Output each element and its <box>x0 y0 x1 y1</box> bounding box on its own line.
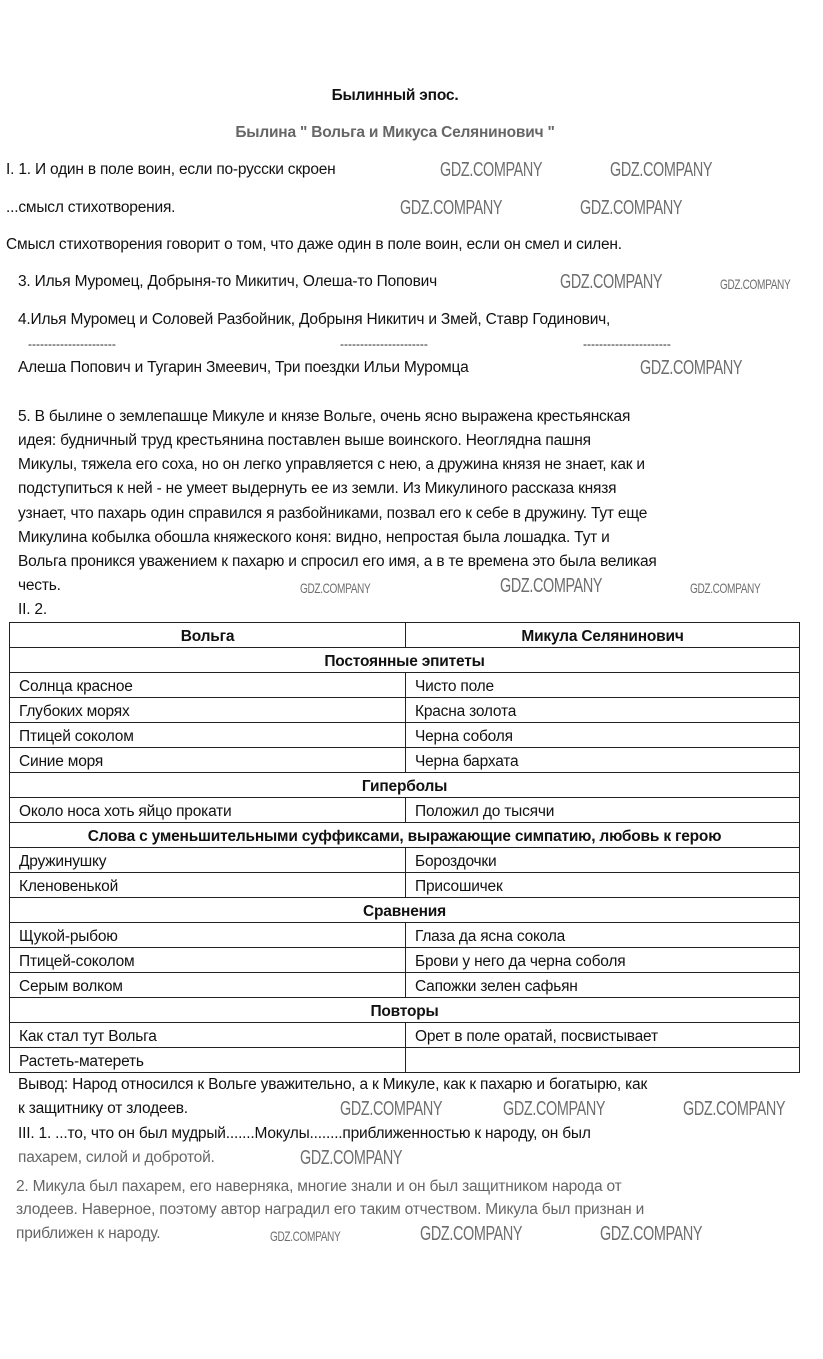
column-header-mikula: Микула Селянинович <box>406 623 800 648</box>
table-section-row <box>10 998 800 1023</box>
cell-mikula: Красна золота <box>406 698 800 723</box>
answer-3-2-line: приближен к народу. <box>16 1225 161 1242</box>
cell-volga: Как стал тут Вольга <box>10 1023 406 1048</box>
answer-4-line2: Алеша Попович и Тугарин Змеевич, Три поездки Ильи Муромца <box>18 359 469 376</box>
watermark: GDZ.COMPANY <box>610 159 713 181</box>
watermark: GDZ.COMPANY <box>683 1098 786 1120</box>
watermark: GDZ.COMPANY <box>300 580 371 596</box>
watermark: GDZ.COMPANY <box>600 1223 703 1245</box>
answer-5-line: 5. В былине о землепашце Микуле и князе Вольге, очень ясно выражена крестьянская <box>18 408 631 425</box>
cell-volga: Дружинушку <box>10 848 406 873</box>
watermark: GDZ.COMPANY <box>420 1223 523 1245</box>
table-row <box>10 723 800 748</box>
cell-mikula: Положил до тысячи <box>406 798 800 823</box>
answer-3: 3. Илья Муромец, Добрыня-то Микитич, Олеша-то Попович <box>18 273 437 290</box>
question-1-meaning: ...смысл стихотворения. <box>6 199 176 216</box>
watermark: GDZ.COMPANY <box>690 580 761 596</box>
table-row <box>10 923 800 948</box>
cell-mikula: Глаза да ясна сокола <box>406 923 800 948</box>
table-row <box>10 698 800 723</box>
document-title: Былинный эпос. <box>331 87 459 104</box>
table-row <box>10 798 800 823</box>
cell-mikula: Черна соболя <box>406 723 800 748</box>
table-header-row <box>10 623 800 648</box>
answer-4-line1: 4.Илья Муромец и Соловей Разбойник, Добрыня Никитич и Змей, Ставр Годинович, <box>18 311 611 328</box>
section-heading: Повторы <box>10 998 800 1023</box>
cell-mikula: Орет в поле оратай, посвистывает <box>406 1023 800 1048</box>
dash-line: ---------------------- <box>583 337 671 351</box>
answer-3-2-line: 2. Микула был пахарем, его наверняка, многие знали и он был защитником народа от <box>16 1178 622 1195</box>
cell-mikula: Брови у него да черна соболя <box>406 948 800 973</box>
watermark: GDZ.COMPANY <box>300 1147 403 1169</box>
watermark: GDZ.COMPANY <box>500 575 603 597</box>
comparison-table <box>9 622 800 1073</box>
table-section-row <box>10 898 800 923</box>
answer-5-line: подступиться к ней - не умеет выдернуть ее из земли. Из Микулиного рассказа князя <box>18 480 617 497</box>
watermark: GDZ.COMPANY <box>340 1098 443 1120</box>
answer-3-2-line: злодеев. Наверное, поэтому автор наградил его таким отчеством. Микула был признан и <box>16 1201 645 1218</box>
cell-volga: Растеть-матереть <box>10 1048 406 1073</box>
answer-5-line: узнает, что пахарь один справился я разбойниками, позвал его к себе в дружину. Тут еще <box>18 505 648 522</box>
watermark: GDZ.COMPANY <box>580 197 683 219</box>
cell-mikula: Сапожки зелен сафьян <box>406 973 800 998</box>
column-header-volga: Вольга <box>10 623 406 648</box>
cell-volga: Около носа хоть яйцо прокати <box>10 798 406 823</box>
watermark: GDZ.COMPANY <box>503 1098 606 1120</box>
table-section-row <box>10 773 800 798</box>
table-row <box>10 948 800 973</box>
answer-5-line: Вольга проникся уважением к пахарю и спросил его имя, а в те времена это была великая <box>18 553 657 570</box>
table-row <box>10 873 800 898</box>
table-section-row <box>10 823 800 848</box>
cell-volga: Кленовенькой <box>10 873 406 898</box>
section-heading: Слова с уменьшительными суффиксами, выражающие симпатию, любовь к герою <box>10 823 800 848</box>
section-heading: Гиперболы <box>10 773 800 798</box>
answer-5-line: идея: будничный труд крестьянина поставлен выше воинского. Неоглядна пашня <box>18 432 591 449</box>
cell-volga: Глубоких морях <box>10 698 406 723</box>
table-row <box>10 748 800 773</box>
table-row <box>10 673 800 698</box>
answer-3-1-line: III. 1. ...то, что он был мудрый.......Мокулы........приближенностью к народу, он был <box>18 1125 591 1142</box>
document-subtitle: Былина " Вольга и Микуса Селянинович " <box>235 124 555 141</box>
table-row <box>10 1023 800 1048</box>
answer-3-1-line: пахарем, силой и добротой. <box>18 1149 215 1166</box>
cell-mikula: Бороздочки <box>406 848 800 873</box>
table-section-row <box>10 648 800 673</box>
cell-volga: Солнца красное <box>10 673 406 698</box>
answer-5-line: Микулина кобылка обошла княжеского коня: видно, непростая была лошадка. Тут и <box>18 529 610 546</box>
cell-volga: Птицей-соколом <box>10 948 406 973</box>
cell-volga: Синие моря <box>10 748 406 773</box>
cell-mikula: Присошичек <box>406 873 800 898</box>
section-heading: Постоянные эпитеты <box>10 648 800 673</box>
watermark: GDZ.COMPANY <box>560 271 663 293</box>
watermark: GDZ.COMPANY <box>440 159 543 181</box>
answer-1-1: Смысл стихотворения говорит о том, что даже один в поле воин, если он смел и силен. <box>6 236 622 253</box>
conclusion-line: к защитнику от злодеев. <box>18 1100 188 1117</box>
watermark: GDZ.COMPANY <box>270 1228 341 1244</box>
cell-volga: Птицей соколом <box>10 723 406 748</box>
cell-volga: Серым волком <box>10 973 406 998</box>
dash-line: ---------------------- <box>28 337 116 351</box>
cell-mikula <box>406 1048 800 1073</box>
table-row <box>10 848 800 873</box>
cell-mikula: Чисто поле <box>406 673 800 698</box>
table-row <box>10 973 800 998</box>
cell-mikula: Черна бархата <box>406 748 800 773</box>
question-1-1: I. 1. И один в поле воин, если по-русски скроен <box>6 161 336 178</box>
answer-5-line: Микулы, тяжела его соха, но он легко управляется с нею, а дружина князя не знает, как и <box>18 456 645 473</box>
cell-volga: Щукой-рыбою <box>10 923 406 948</box>
table-row <box>10 1048 800 1073</box>
dash-line: ---------------------- <box>340 337 428 351</box>
answer-5-line: честь. <box>18 577 61 594</box>
section-heading: Сравнения <box>10 898 800 923</box>
watermark: GDZ.COMPANY <box>400 197 503 219</box>
watermark: GDZ.COMPANY <box>720 276 791 292</box>
watermark: GDZ.COMPANY <box>640 357 743 379</box>
conclusion-line: Вывод: Народ относился к Вольге уважительно, а к Микуле, как к пахарю и богатырю, как <box>18 1076 648 1093</box>
part-2-label: II. 2. <box>18 601 47 618</box>
